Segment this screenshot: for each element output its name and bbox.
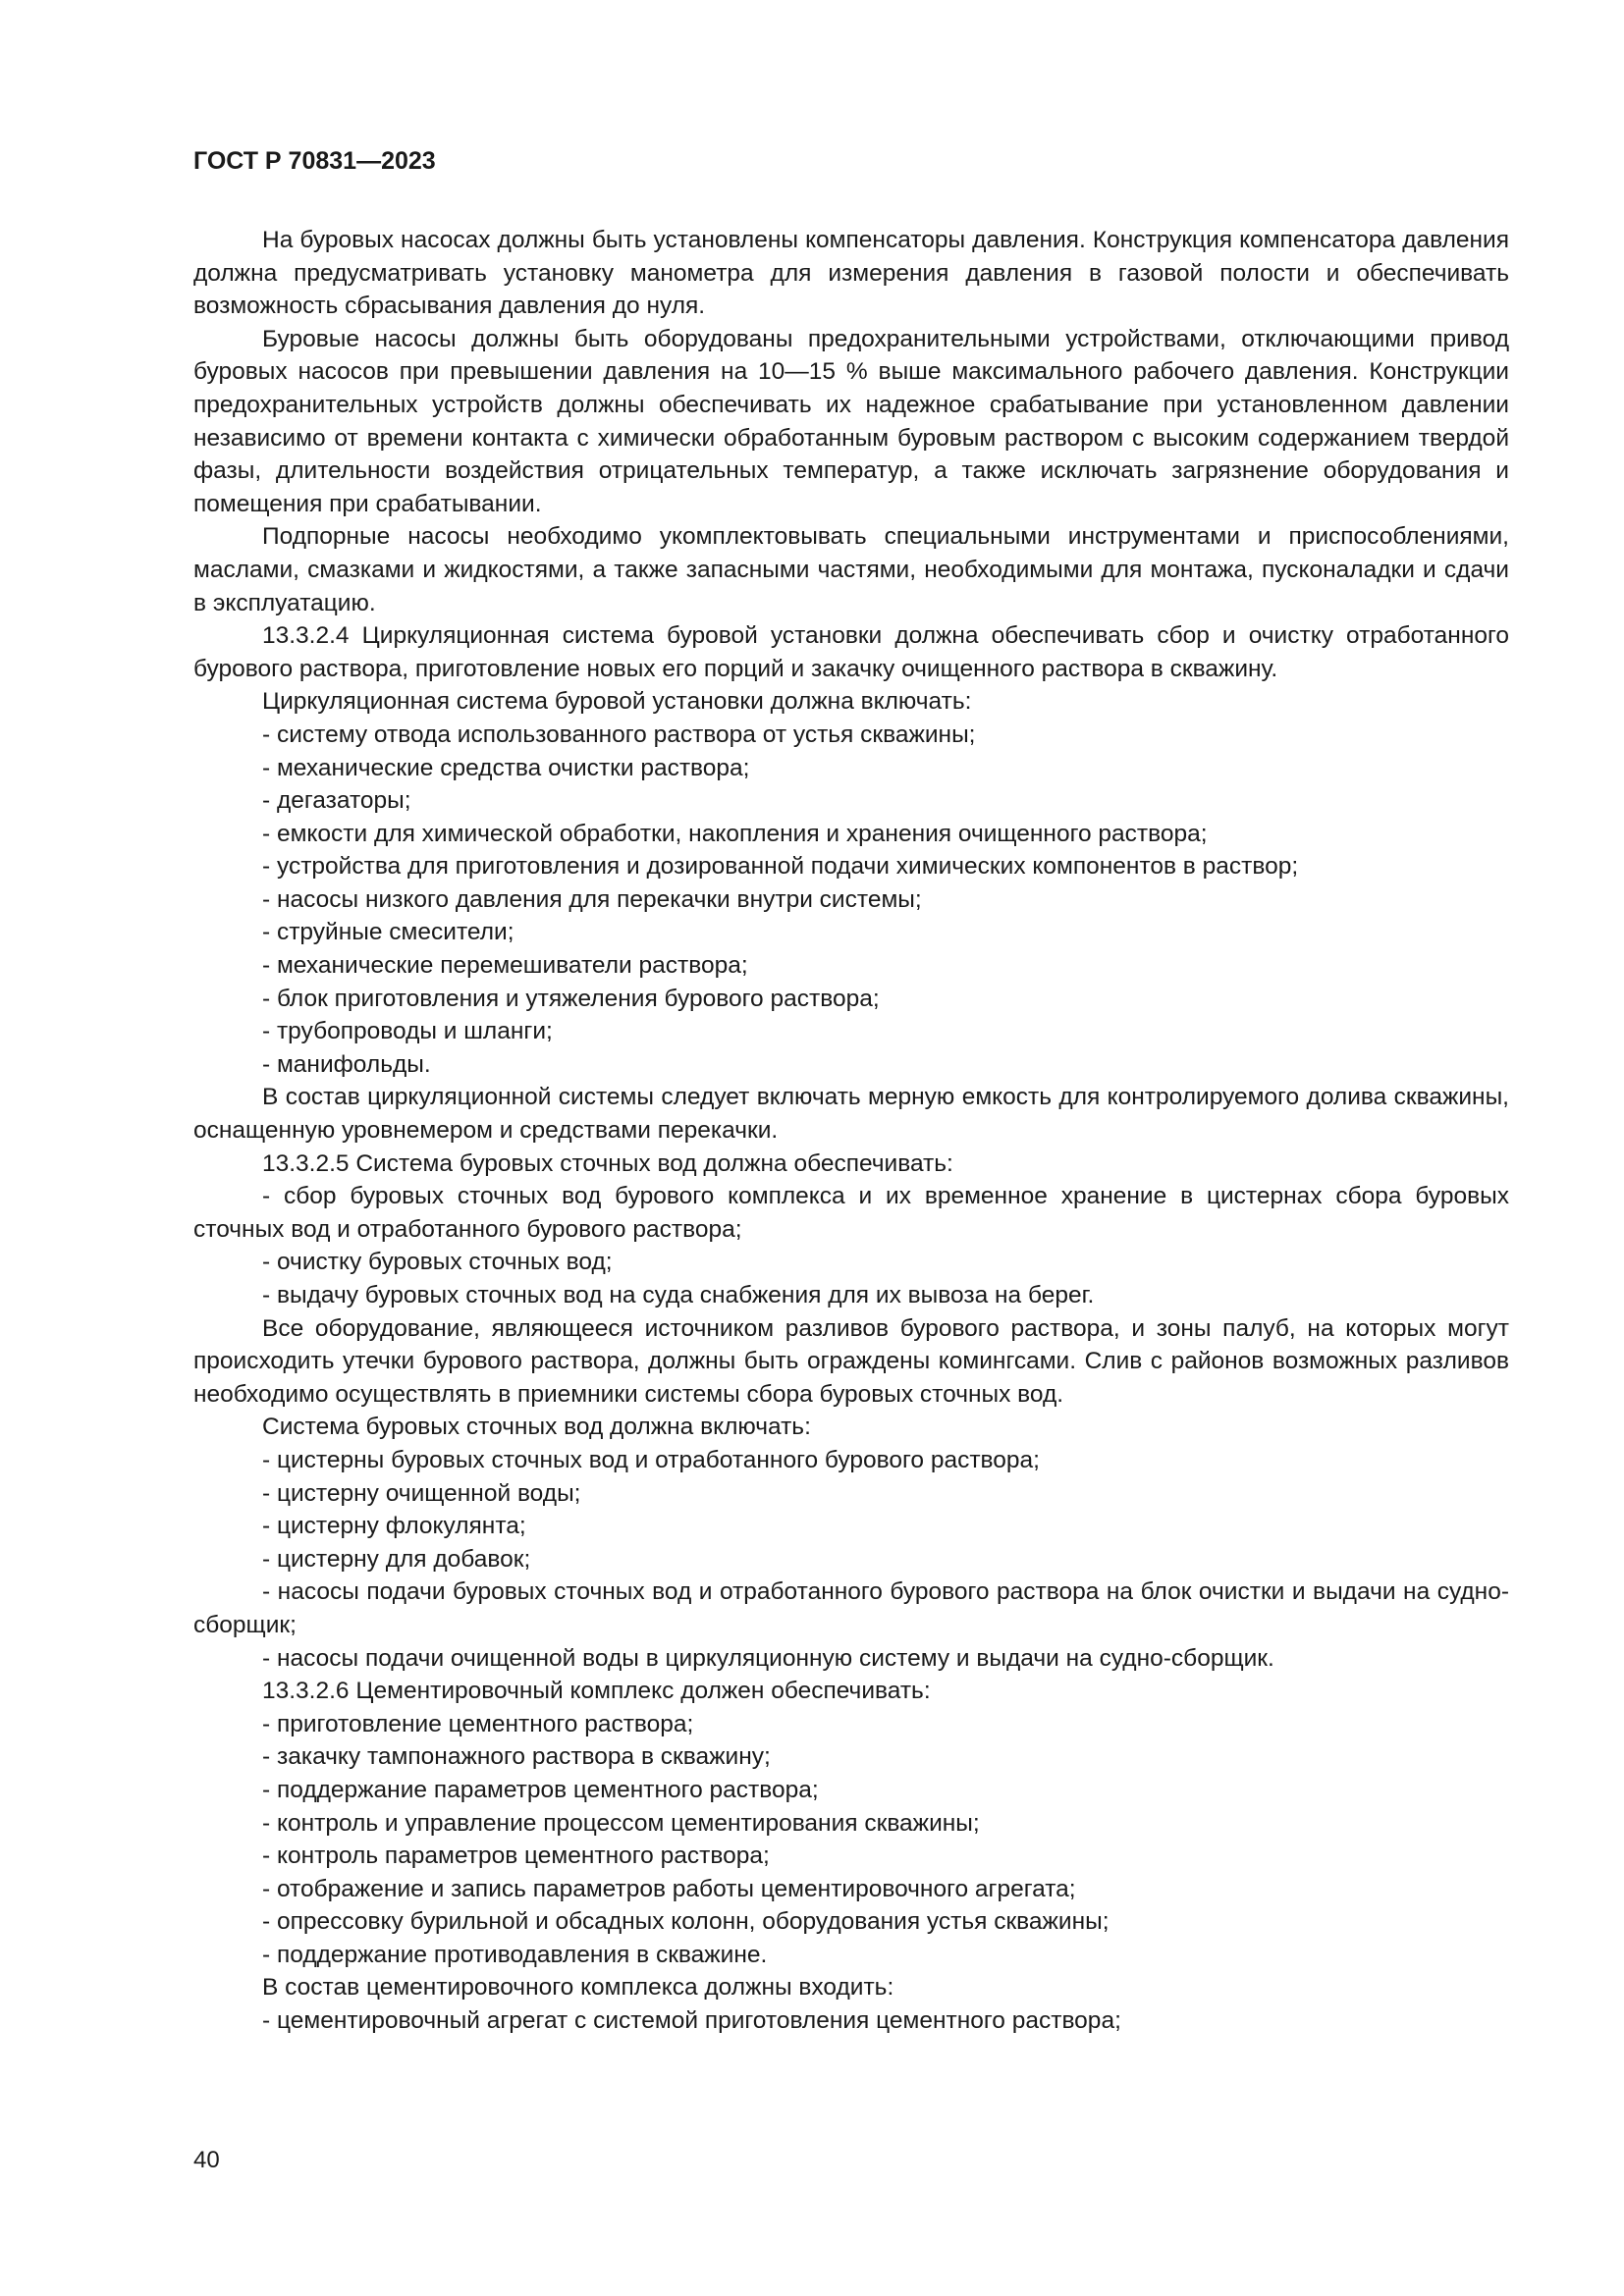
paragraph: Подпорные насосы необходимо укомплектовывать специальными инструментами и приспособлениями, маслами, смазками и жидкостями, а также запасными частями, необходимыми для монтажа, пусконаладки и сдачи в эксплуатацию. <box>193 523 1509 616</box>
list-item: - поддержание противодавления в скважине. <box>262 1941 768 1968</box>
list-item: - закачку тампонажного раствора в скважину; <box>262 1743 771 1771</box>
paragraph: Все оборудование, являющееся источником разливов бурового раствора, и зоны палуб, на которых могут происходить утечки бурового раствора, должны быть ограждены комингсами. Слив с районов возможных разливов необходимо осуществлять в приемники системы сбора буровых сточных вод. <box>193 1314 1509 1408</box>
list-item: - поддержание параметров цементного раствора; <box>262 1776 819 1803</box>
list-item: - механические перемешиватели раствора; <box>262 952 748 980</box>
list-item: - струйные смесители; <box>262 919 514 946</box>
list-item: - устройства для приготовления и дозированной подачи химических компонентов в раствор; <box>262 853 1299 881</box>
list-item: - механические средства очистки раствора; <box>262 754 750 781</box>
list-item: - цистерны буровых сточных вод и отработанного бурового раствора; <box>262 1446 1040 1473</box>
document-body <box>193 224 1509 2038</box>
paragraph: В состав циркуляционной системы следует включать мерную емкость для контролируемого долива скважины, оснащенную уровнемером и средствами перекачки. <box>193 1084 1509 1145</box>
list-item: - насосы подачи очищенной воды в циркуляционную систему и выдачи на судно-сборщик. <box>262 1644 1274 1672</box>
paragraph: Буровые насосы должны быть оборудованы предохранительными устройствами, отключающими привод буровых насосов при превышении давления на 10—15 % выше максимального рабочего давления. Конструкции предохранительных устройств должны обеспечивать их надежное срабатывание при установленном давлении независимо от времени контакта с химически обработанным буровым раствором с высоким содержанием твердой фазы, длительности воздействия отрицательных температур, а также исключать загрязнение оборудования и помещения при срабатывании. <box>193 325 1509 517</box>
document-header: ГОСТ Р 70831—2023 <box>193 147 436 175</box>
section-13-3-2-6: 13.3.2.6 Цементировочный комплекс должен обеспечивать: <box>262 1678 931 1705</box>
list-item: - выдачу буровых сточных вод на суда снабжения для их вывоза на берег. <box>262 1282 1095 1308</box>
paragraph: В состав цементировочного комплекса должны входить: <box>262 1974 894 2002</box>
paragraph: Система буровых сточных вод должна включать: <box>262 1414 811 1441</box>
list-item: - манифольды. <box>262 1050 431 1078</box>
paragraph: Циркуляционная система буровой установки должна включать: <box>262 688 972 716</box>
page-number: 40 <box>193 2147 220 2173</box>
list-item: - отображение и запись параметров работы цементировочного агрегата; <box>262 1875 1076 1902</box>
paragraph: На буровых насосах должны быть установлены компенсаторы давления. Конструкция компенсатора давления должна предусматривать установку манометра для измерения давления в газовой полости и обеспечивать возможность сбрасывания давления до нуля. <box>193 227 1509 320</box>
list-item: - сбор буровых сточных вод бурового комплекса и их временное хранение в цистернах сбора буровых сточных вод и отработанного бурового раствора; <box>193 1183 1509 1243</box>
list-item: - емкости для химической обработки, накопления и хранения очищенного раствора; <box>262 820 1208 847</box>
list-item: - блок приготовления и утяжеления бурового раствора; <box>262 985 880 1012</box>
list-item: - контроль параметров цементного раствора; <box>262 1842 770 1870</box>
list-item: - приготовление цементного раствора; <box>262 1710 694 1737</box>
section-13-3-2-5: 13.3.2.5 Система буровых сточных вод должна обеспечивать: <box>262 1149 953 1177</box>
list-item: - насосы низкого давления для перекачки внутри системы; <box>262 885 922 913</box>
list-item: - цистерну флокулянта; <box>262 1513 526 1540</box>
list-item: - трубопроводы и шланги; <box>262 1018 553 1045</box>
list-item: - цистерну для добавок; <box>262 1545 531 1573</box>
list-item: - насосы подачи буровых сточных вод и отработанного бурового раствора на блок очистки и выдачи на судно-сборщик; <box>193 1578 1509 1638</box>
list-item: - цистерну очищенной воды; <box>262 1479 581 1507</box>
list-item: - очистку буровых сточных вод; <box>262 1249 613 1276</box>
list-item: - опрессовку бурильной и обсадных колонн, оборудования устья скважины; <box>262 1908 1110 1936</box>
list-item: - дегазаторы; <box>262 787 411 815</box>
list-item: - систему отвода использованного раствора от устья скважины; <box>262 721 976 748</box>
list-item: - цементировочный агрегат с системой приготовления цементного раствора; <box>262 2007 1121 2035</box>
section-13-3-2-4: 13.3.2.4 Циркуляционная система буровой установки должна обеспечивать сбор и очистку отработанного бурового раствора, приготовление новых его порций и закачку очищенного раствора в скважину. <box>193 622 1509 682</box>
list-item: - контроль и управление процессом цементирования скважины; <box>262 1809 980 1837</box>
